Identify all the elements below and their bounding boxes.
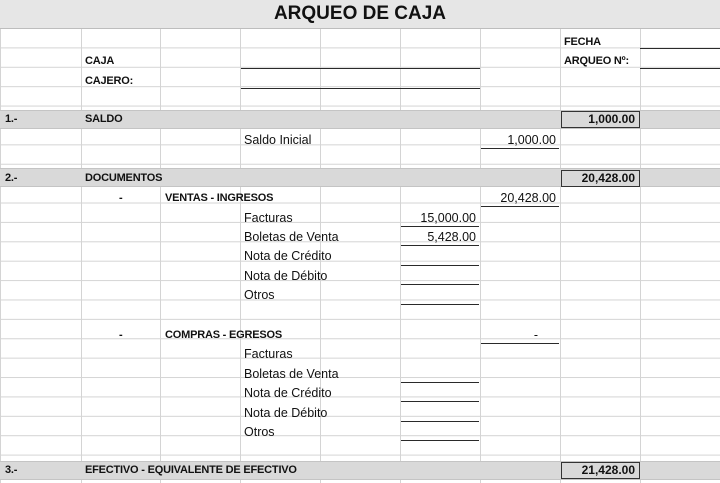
column-divider [640, 28, 641, 483]
compras-subtotal: - [533, 328, 538, 342]
ventas-item-value: 15,000.00 [420, 211, 476, 225]
ventas-subtotal-underline [481, 206, 559, 207]
compras-item-label: Facturas [244, 347, 293, 361]
ventas-item-label: Nota de Crédito [244, 249, 332, 263]
ventas-item-label: Facturas [244, 211, 293, 225]
compras-item-underline [401, 421, 479, 422]
cajero-label: CAJERO: [85, 75, 134, 87]
total-saldo: 1,000.00 [561, 111, 640, 128]
ventas-bullet: - [119, 192, 123, 204]
total-efectivo: 21,428.00 [561, 462, 640, 479]
ventas-item-value: 5,428.00 [427, 230, 476, 244]
page-title: ARQUEO DE CAJA [0, 0, 720, 29]
section-label-documentos: DOCUMENTOS [85, 172, 163, 184]
section-number: 3.- [5, 464, 18, 476]
column-divider [160, 28, 161, 483]
section-number: 1.- [5, 113, 18, 125]
column-divider [560, 28, 561, 483]
compras-item-label: Otros [244, 425, 275, 439]
ventas-item-label: Nota de Débito [244, 269, 328, 283]
cajero-field-line[interactable] [241, 88, 480, 89]
column-divider [480, 28, 481, 483]
ventas-item-label: Boletas de Venta [244, 230, 339, 244]
compras-item-underline [401, 382, 479, 383]
arqueo-label: ARQUEO Nº: [564, 55, 629, 67]
ventas-item-underline [401, 265, 479, 266]
column-divider [240, 28, 241, 483]
ventas-label: VENTAS - INGRESOS [165, 192, 274, 204]
compras-item-label: Nota de Débito [244, 406, 328, 420]
compras-bullet: - [119, 329, 123, 341]
ventas-subtotal: 20,428.00 [500, 191, 556, 205]
section-label-saldo: SALDO [85, 113, 123, 125]
caja-field-line[interactable] [241, 68, 480, 69]
compras-label: COMPRAS - EGRESOS [165, 329, 283, 341]
ventas-item-underline [401, 226, 479, 227]
section-label-efectivo: EFECTIVO - EQUIVALENTE DE EFECTIVO [85, 464, 297, 476]
total-documentos: 20,428.00 [561, 170, 640, 187]
section-number: 2.- [5, 172, 18, 184]
column-divider [81, 28, 82, 483]
compras-item-underline [401, 401, 479, 402]
saldo-inicial-value: 1,000.00 [507, 133, 556, 147]
compras-item-label: Nota de Crédito [244, 386, 332, 400]
saldo-inicial-label: Saldo Inicial [244, 133, 312, 147]
caja-label: CAJA [85, 55, 115, 67]
ventas-item-underline [401, 304, 479, 305]
arqueo-field-line[interactable] [640, 68, 720, 69]
column-divider [400, 28, 401, 483]
compras-subtotal-underline [481, 343, 559, 344]
ventas-item-underline [401, 245, 479, 246]
fecha-field-line[interactable] [640, 48, 720, 49]
fecha-label: FECHA [564, 36, 601, 48]
compras-item-label: Boletas de Venta [244, 367, 339, 381]
saldo-underline [481, 148, 559, 149]
compras-item-underline [401, 440, 479, 441]
ventas-item-underline [401, 284, 479, 285]
ventas-item-label: Otros [244, 288, 275, 302]
